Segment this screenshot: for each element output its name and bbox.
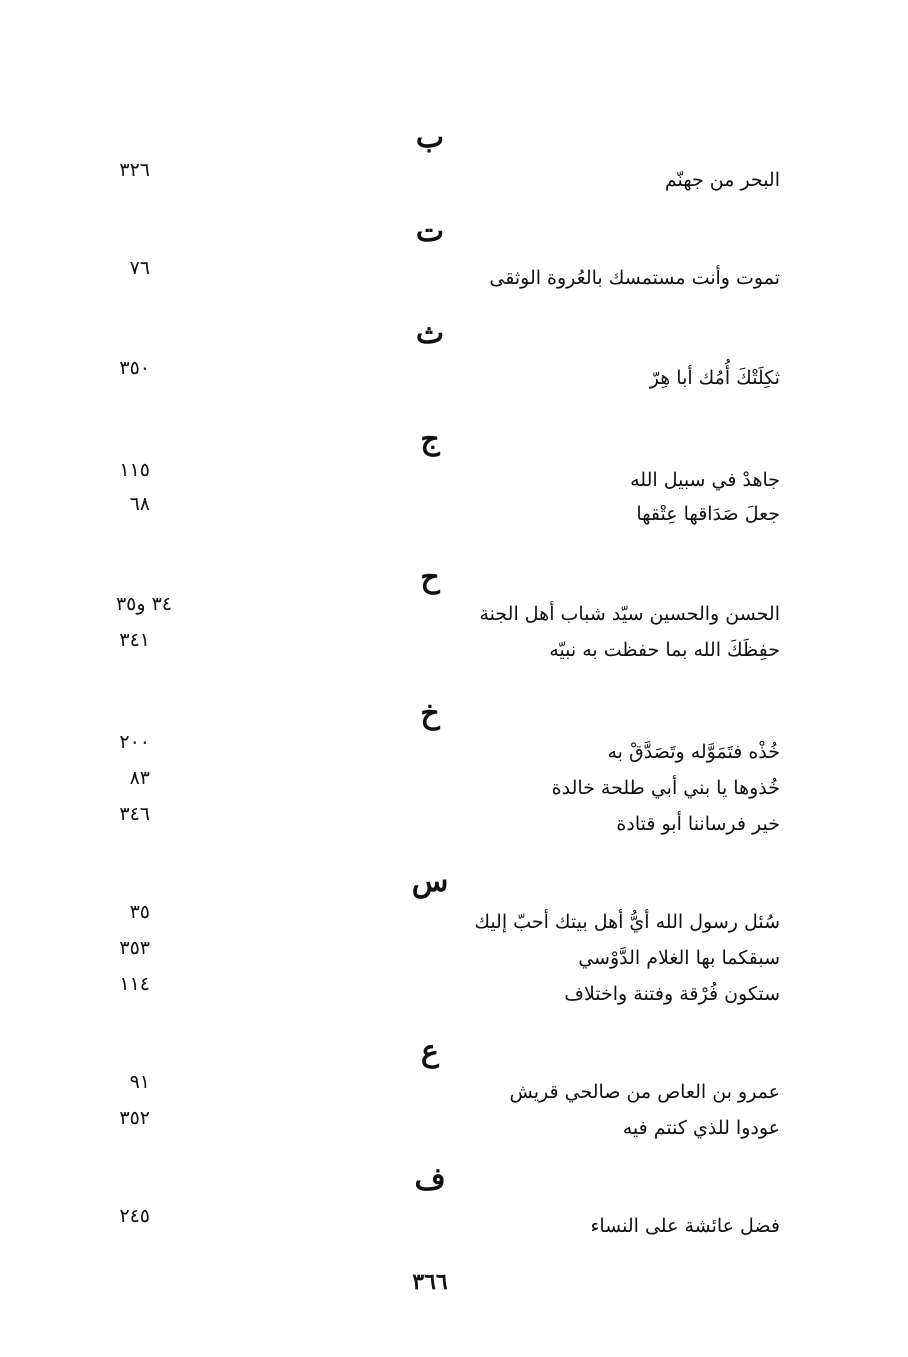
entry-text: جعلَ صَدَاقها عِتْقها [636,503,780,525]
section-letter: س [411,864,449,899]
list-item [60,629,780,668]
list-item [60,459,780,498]
entry-page-number: ٢٠٠ [119,731,150,753]
entry-page-number: ٣٥٢ [119,1107,150,1129]
entry-text: فضل عائشة على النساء [590,1215,780,1237]
entry-page-number: ٩١ [129,1071,150,1093]
list-item [60,731,780,770]
section-letter: ت [415,214,445,249]
entry-page-number: ٣٤ و٣٥ [115,593,172,615]
entry-page-number: ٢٤٥ [119,1205,150,1227]
list-item [60,937,780,976]
entry-text: تموت وأنت مستمسك بالعُروة الوثقى [489,267,780,289]
entry-page-number: ٦٨ [129,493,150,515]
entry-text: البحر من جهنّم [664,169,780,191]
section-letter: ف [414,1162,446,1197]
list-item [60,493,780,532]
entry-page-number: ٣٤٦ [119,803,150,825]
entry-text: خُذوها يا بني أبي طلحة خالدة [551,777,780,799]
list-item [60,803,780,842]
entry-page-number: ١١٤ [119,973,150,995]
entry-text: سبقكما بها الغلام الدَّوْسي [578,947,780,969]
entry-page-number: ٣٢٦ [119,159,150,181]
entry-page-number: ١١٥ [119,459,150,481]
entry-text: ستكون فُرْقة وفتنة واختلاف [564,983,780,1005]
page-number: ٣٦٦ [412,1269,448,1295]
list-item [60,1205,780,1244]
list-item [60,357,780,396]
entry-text: جاهدْ في سبيل الله [630,469,780,491]
section-letter: ج [420,422,440,457]
list-item [60,767,780,806]
section-letter: خ [420,696,440,731]
entry-page-number: ٣٤١ [119,629,150,651]
section-letter: ع [421,1034,439,1069]
entry-page-number: ٣٥٠ [119,357,150,379]
entry-text: الحسن والحسين سيّد شباب أهل الجنة [479,603,780,625]
entry-page-number: ٨٣ [129,767,150,789]
list-item [60,257,780,296]
entry-text: خُذْه فتَمَوَّله وتَصَدَّقْ به [607,741,780,763]
entry-page-number: ٣٥ [129,901,150,923]
entry-text: سُئل رسول الله أيُّ أهل بيتك أحبّ إليك [474,911,780,933]
entry-text: ثكِلَتْكَ أُمُك أبا هِرّ [649,367,780,389]
list-item [60,901,780,940]
entry-text: عودوا للذي كنتم فيه [622,1117,780,1139]
list-item [60,593,780,632]
entry-text: حفِظَكَ الله بما حفظت به نبيّه [549,639,780,661]
section-letter: ح [420,560,440,595]
section-letter: ث [415,316,445,351]
section-letter: ب [415,120,445,155]
list-item [60,1071,780,1110]
list-item [60,1107,780,1146]
list-item [60,159,780,198]
entry-page-number: ٣٥٣ [119,937,150,959]
entry-text: خير فرساننا أبو قتادة [616,813,780,835]
list-item [60,973,780,1012]
entry-text: عمرو بن العاص من صالحي قريش [509,1081,780,1103]
entry-page-number: ٧٦ [129,257,150,279]
